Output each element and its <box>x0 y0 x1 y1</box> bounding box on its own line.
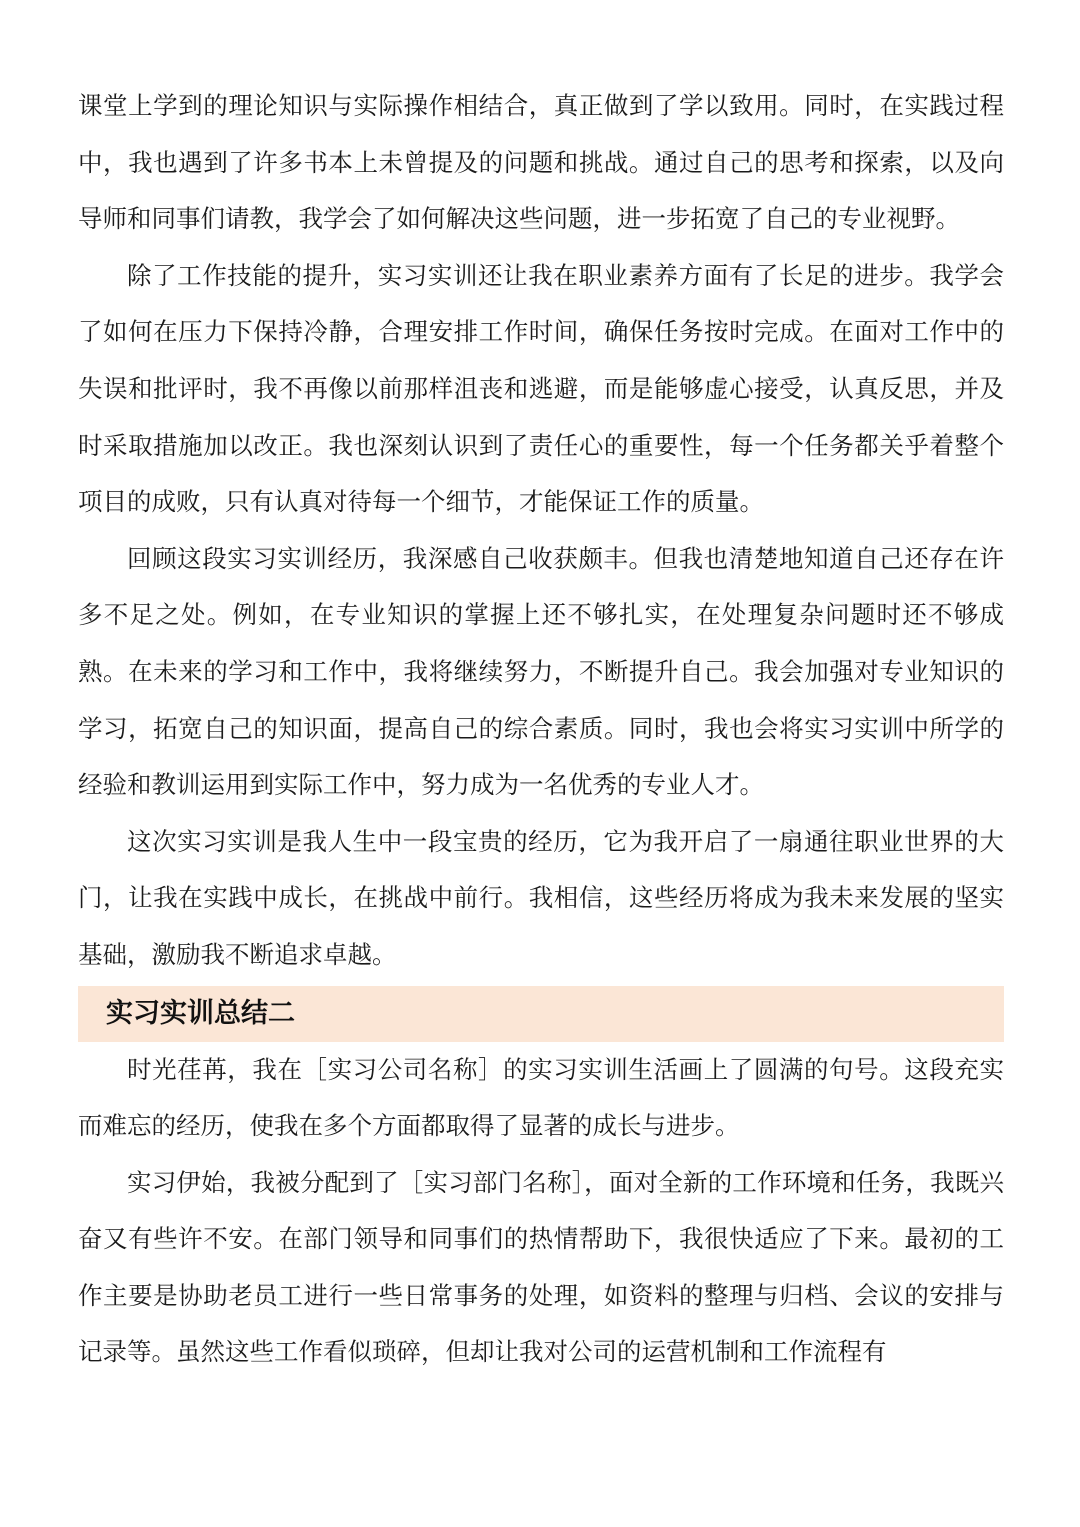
section-heading-text: 实习实训总结二 <box>106 997 295 1029</box>
section-heading <box>78 986 1004 1042</box>
paragraph-intro: 时光荏苒，我在［实习公司名称］的实习实训生活画上了圆满的句号。这段充实而难忘的经历，使我在多个方面都取得了显著的成长与进步。 <box>78 1054 1004 1141</box>
paragraph-review: 回顾这段实习实训经历，我深感自己收获颇丰。但我也清楚地知道自己还存在许多不足之处。例如，在专业知识的掌握上还不够扎实，在处理复杂问题时还不够成熟。在未来的学习和工作中，我将继续努力，不断提升自己。我会加强对专业知识的学习，拓宽自己的知识面，提高自己的综合素质。同时，我也会将实习实训中所学的经验和教训运用到实际工作中，努力成为一名优秀的专业人才。 <box>78 543 1004 800</box>
paragraph-conclusion: 这次实习实训是我人生中一段宝贵的经历，它为我开启了一扇通往职业世界的大门，让我在实践中成长，在挑战中前行。我相信，这些经历将成为我未来发展的坚实基础，激励我不断追求卓越。 <box>78 826 1004 969</box>
paragraph-continued: 课堂上学到的理论知识与实际操作相结合，真正做到了学以致用。同时，在实践过程中，我也遇到了许多书本上未曾提及的问题和挑战。通过自己的思考和探索，以及向导师和同事们请教，我学会了如何解决这些问题，进一步拓宽了自己的专业视野。 <box>78 91 1004 234</box>
paragraph-beginning: 实习伊始，我被分配到了［实习部门名称］，面对全新的工作环境和任务，我既兴奋又有些许不安。在部门领导和同事们的热情帮助下，我很快适应了下来。最初的工作主要是协助老员工进行一些日常事务的处理，如资料的整理与归档、会议的安排与记录等。虽然这些工作看似琐碎，但却让我对公司的运营机制和工作流程有 <box>78 1167 1004 1367</box>
document-page <box>78 78 1004 1381</box>
paragraph-professional-quality: 除了工作技能的提升，实习实训还让我在职业素养方面有了长足的进步。我学会了如何在压力下保持冷静，合理安排工作时间，确保任务按时完成。在面对工作中的失误和批评时，我不再像以前那样沮丧和逃避，而是能够虚心接受，认真反思，并及时采取措施加以改正。我也深刻认识到了责任心的重要性，每一个任务都关乎着整个项目的成败，只有认真对待每一个细节，才能保证工作的质量。 <box>78 260 1004 517</box>
